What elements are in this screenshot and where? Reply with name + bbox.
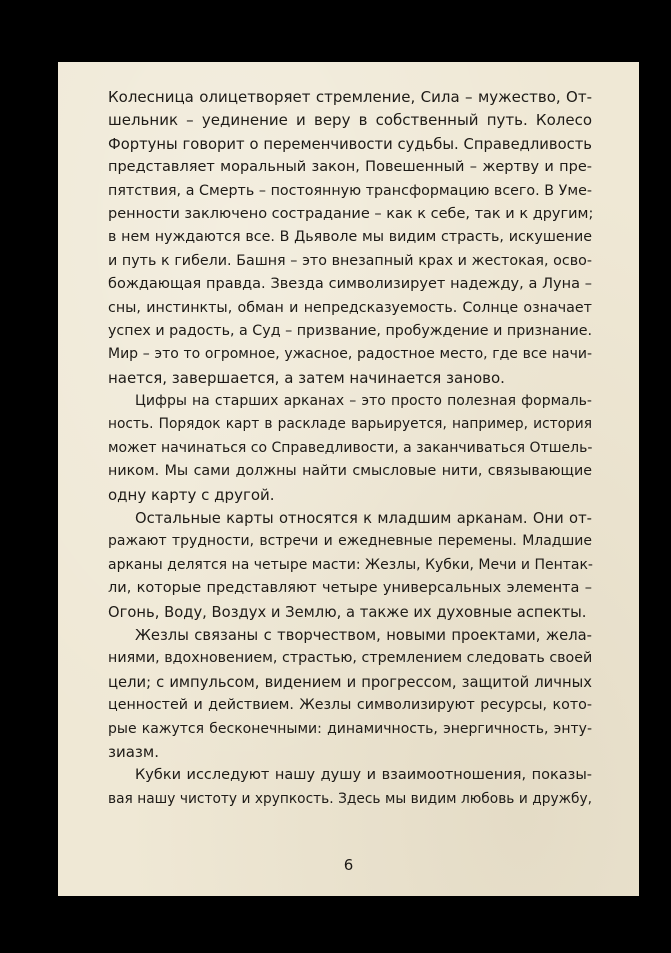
text-line: цели; с импульсом, видением и прогрессом, защитой личных	[108, 673, 592, 691]
text-line: нается, завершается, а затем начинается заново.	[108, 368, 505, 387]
text-line: Огонь, Воду, Воздух и Землю, а также их духовные аспекты.	[108, 603, 587, 621]
text-line: Кубки исследуют нашу душу и взаимоотношения, показы-	[135, 767, 592, 784]
text-line: Остальные карты относятся к младшим арканам. Они от-	[135, 510, 592, 528]
body-text	[108, 86, 592, 811]
text-line: одну карту с другой.	[108, 485, 275, 504]
text-line: ли, которые представляют четыре универсальных элемента –	[108, 580, 592, 597]
text-line: Мир – это то огромное, ужасное, радостное место, где все начи-	[108, 346, 592, 363]
text-line: ность. Порядок карт в раскладе варьируется, например, история	[108, 416, 592, 433]
text-line: успех и радость, а Суд – призвание, пробуждение и признание.	[108, 322, 593, 339]
book-page	[58, 62, 639, 896]
paragraph-4	[108, 624, 592, 764]
text-line: рые кажутся бесконечными: динамичность, энергичность, энту-	[108, 720, 592, 737]
paragraph-2	[108, 390, 592, 507]
text-line: может начинаться со Справедливости, а заканчиваться Отшель-	[108, 439, 593, 456]
text-line: бождающая правда. Звезда символизирует надежду, а Луна –	[108, 276, 592, 293]
text-line: пятствия, а Смерть – постоянную трансформацию всего. В Уме-	[108, 182, 592, 199]
text-line: шельник – уединение и веру в собственный путь. Колесо	[108, 111, 592, 130]
text-line: ренности заключено сострадание – как к себе, так и к другим;	[108, 205, 594, 222]
text-line: Жезлы связаны с творчеством, новыми проектами, жела-	[135, 626, 592, 644]
text-line: ценностей и действием. Жезлы символизируют ресурсы, кото-	[108, 697, 592, 714]
page-number: 6	[343, 856, 354, 874]
paragraph-1	[108, 86, 592, 390]
text-line: ниями, вдохновением, страстью, стремлением следовать своей	[108, 650, 593, 667]
paragraph-5	[108, 764, 592, 811]
text-line: Колесница олицетворяет стремление, Сила – мужество, От-	[108, 88, 592, 106]
text-line: зиазм.	[108, 742, 159, 761]
text-line: ником. Мы сами должны найти смысловые нити, связывающие	[108, 463, 592, 480]
text-line: ражают трудности, встречи и ежедневные перемены. Младшие	[108, 533, 592, 550]
text-line: арканы делятся на четыре масти: Жезлы, Кубки, Мечи и Пентак-	[108, 556, 593, 573]
paragraph-3	[108, 507, 592, 624]
text-line: в нем нуждаются все. В Дьяволе мы видим страсть, искушение	[108, 229, 592, 246]
text-line: Фортуны говорит о переменчивости судьбы. Справедливость	[108, 135, 592, 153]
text-line: и путь к гибели. Башня – это внезапный крах и жестокая, осво-	[108, 252, 592, 269]
text-line: Цифры на старших арканах – это просто полезная формаль-	[135, 393, 592, 410]
text-line: сны, инстинкты, обман и непредсказуемость. Солнце означает	[108, 299, 592, 316]
text-line: представляет моральный закон, Повешенный – жертву и пре-	[108, 159, 592, 176]
text-line: вая нашу чистоту и хрупкость. Здесь мы видим любовь и дружбу,	[108, 790, 592, 807]
